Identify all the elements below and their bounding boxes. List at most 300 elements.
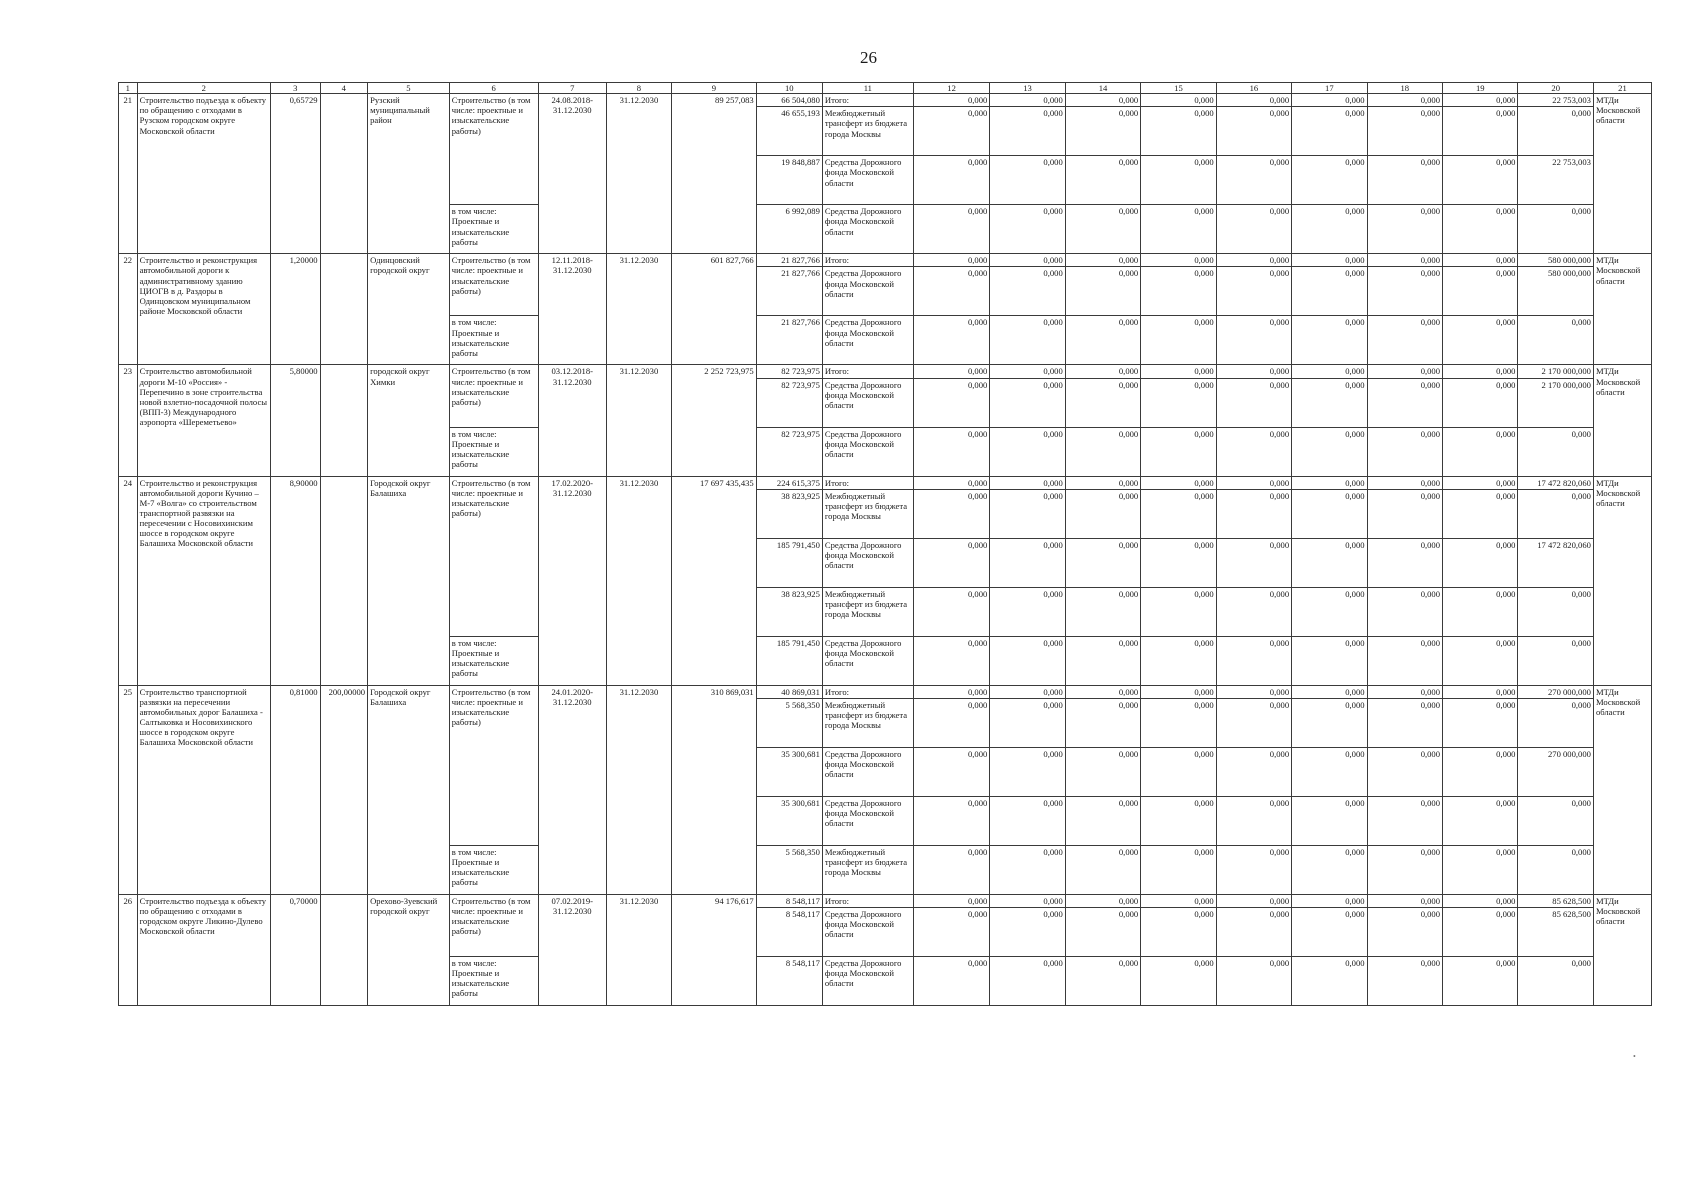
year-amount-cell: 0,000 (913, 254, 989, 267)
year-amount-cell: 0,000 (913, 685, 989, 698)
year-amount-cell: 0,000 (1141, 94, 1216, 107)
year-amount-cell: 0,000 (990, 956, 1065, 1005)
year-amount-cell: 0,000 (1141, 907, 1216, 956)
year-amount-cell: 0,000 (990, 107, 1065, 156)
year-amount-cell: 0,000 (1292, 907, 1367, 956)
year-amount-cell: 0,000 (1065, 254, 1140, 267)
year-amount-cell: 0,000 (1065, 378, 1140, 427)
amount-col20-cell: 0,000 (1518, 956, 1593, 1005)
capacity-cell (320, 894, 368, 1005)
year-amount-cell: 0,000 (1141, 365, 1216, 378)
column-number-15: 15 (1141, 83, 1216, 94)
year-amount-cell: 0,000 (1443, 267, 1518, 316)
year-amount-cell: 0,000 (990, 538, 1065, 587)
year-amount-cell: 0,000 (913, 365, 989, 378)
year-amount-cell: 0,000 (1065, 636, 1140, 685)
year-amount-cell: 0,000 (1216, 254, 1291, 267)
amount-total-cell: 185 791,450 (756, 636, 822, 685)
year-amount-cell: 0,000 (1216, 796, 1291, 845)
year-amount-cell: 0,000 (1443, 956, 1518, 1005)
year-amount-cell: 0,000 (1141, 685, 1216, 698)
year-amount-cell: 0,000 (1141, 956, 1216, 1005)
year-amount-cell: 0,000 (1367, 94, 1442, 107)
work-type-cell: Строительство (в том числе: проектные и изыскательские работы) (449, 685, 538, 845)
year-amount-cell: 0,000 (1292, 94, 1367, 107)
column-number-19: 19 (1443, 83, 1518, 94)
year-amount-cell: 0,000 (990, 685, 1065, 698)
year-amount-cell: 0,000 (1216, 107, 1291, 156)
year-amount-cell: 0,000 (1367, 796, 1442, 845)
year-amount-cell: 0,000 (1141, 698, 1216, 747)
year-amount-cell: 0,000 (1443, 845, 1518, 894)
year-amount-cell: 0,000 (1141, 316, 1216, 365)
customer-cell: МТДи Московской области (1593, 685, 1651, 894)
column-number-20: 20 (1518, 83, 1593, 94)
amount-total-cell: 82 723,975 (756, 365, 822, 378)
end-date-cell: 31.12.2030 (606, 685, 671, 894)
work-type-cell: Строительство (в том числе: проектные и изыскательские работы) (449, 476, 538, 636)
year-amount-cell: 0,000 (1443, 685, 1518, 698)
work-type-design-cell: в том числе: Проектные и изыскательские работы (449, 205, 538, 254)
year-amount-cell: 0,000 (1292, 685, 1367, 698)
page-number: 26 (860, 48, 877, 67)
year-amount-cell: 0,000 (1292, 378, 1367, 427)
year-amount-cell: 0,000 (1216, 636, 1291, 685)
period-cell: 03.12.2018-31.12.2030 (538, 365, 606, 476)
funding-source-cell: Межбюджетный трансферт из бюджета города Москвы (822, 107, 913, 156)
amount-col20-cell: 85 628,500 (1518, 894, 1593, 907)
funding-source-cell: Межбюджетный трансферт из бюджета города Москвы (822, 587, 913, 636)
amount-total-cell: 8 548,117 (756, 894, 822, 907)
year-amount-cell: 0,000 (1367, 747, 1442, 796)
year-amount-cell: 0,000 (1367, 107, 1442, 156)
year-amount-cell: 0,000 (1443, 747, 1518, 796)
year-amount-cell: 0,000 (1216, 365, 1291, 378)
table-row (119, 254, 1652, 267)
column-number-3: 3 (270, 83, 320, 94)
year-amount-cell: 0,000 (1216, 267, 1291, 316)
year-amount-cell: 0,000 (1292, 587, 1367, 636)
year-amount-cell: 0,000 (1292, 254, 1367, 267)
funding-source-cell: Итого: (822, 94, 913, 107)
year-amount-cell: 0,000 (1141, 205, 1216, 254)
year-amount-cell: 0,000 (1216, 205, 1291, 254)
end-date-cell: 31.12.2030 (606, 94, 671, 254)
year-amount-cell: 0,000 (1292, 747, 1367, 796)
scan-mark: • (1633, 1052, 1636, 1061)
year-amount-cell: 0,000 (1065, 267, 1140, 316)
amount-total-cell: 66 504,080 (756, 94, 822, 107)
capacity-cell (320, 365, 368, 476)
year-amount-cell: 0,000 (913, 747, 989, 796)
amount-col20-cell: 22 753,003 (1518, 94, 1593, 107)
year-amount-cell: 0,000 (1065, 845, 1140, 894)
customer-cell: МТДи Московской области (1593, 365, 1651, 476)
year-amount-cell: 0,000 (1216, 427, 1291, 476)
year-amount-cell: 0,000 (1443, 476, 1518, 489)
amount-col20-cell: 85 628,500 (1518, 907, 1593, 956)
work-type-cell: Строительство (в том числе: проектные и изыскательские работы) (449, 254, 538, 316)
year-amount-cell: 0,000 (1141, 156, 1216, 205)
column-number-14: 14 (1065, 83, 1140, 94)
year-amount-cell: 0,000 (1367, 698, 1442, 747)
amount-col20-cell: 0,000 (1518, 796, 1593, 845)
year-amount-cell: 0,000 (1367, 538, 1442, 587)
municipality-cell: Одинцовский городской округ (368, 254, 450, 365)
work-type-design-cell: в том числе: Проектные и изыскательские работы (449, 427, 538, 476)
funding-source-cell: Итого: (822, 894, 913, 907)
year-amount-cell: 0,000 (1216, 907, 1291, 956)
period-cell: 17.02.2020-31.12.2030 (538, 476, 606, 685)
amount-col20-cell: 0,000 (1518, 636, 1593, 685)
year-amount-cell: 0,000 (990, 427, 1065, 476)
year-amount-cell: 0,000 (1367, 636, 1442, 685)
year-amount-cell: 0,000 (1216, 845, 1291, 894)
year-amount-cell: 0,000 (1367, 956, 1442, 1005)
year-amount-cell: 0,000 (913, 796, 989, 845)
table-row (119, 94, 1652, 107)
cost-cell: 94 176,617 (671, 894, 756, 1005)
year-amount-cell: 0,000 (1443, 378, 1518, 427)
year-amount-cell: 0,000 (913, 845, 989, 894)
row-number-cell: 24 (119, 476, 138, 685)
year-amount-cell: 0,000 (1292, 489, 1367, 538)
amount-col20-cell: 22 753,003 (1518, 156, 1593, 205)
year-amount-cell: 0,000 (1443, 205, 1518, 254)
year-amount-cell: 0,000 (1141, 254, 1216, 267)
work-type-design-cell: в том числе: Проектные и изыскательские работы (449, 636, 538, 685)
work-type-design-cell: в том числе: Проектные и изыскательские работы (449, 845, 538, 894)
length-cell: 0,65729 (270, 94, 320, 254)
year-amount-cell: 0,000 (1367, 894, 1442, 907)
year-amount-cell: 0,000 (1141, 489, 1216, 538)
year-amount-cell: 0,000 (1216, 956, 1291, 1005)
year-amount-cell: 0,000 (1141, 378, 1216, 427)
funding-source-cell: Средства Дорожного фонда Московской области (822, 316, 913, 365)
year-amount-cell: 0,000 (913, 489, 989, 538)
amount-col20-cell: 17 472 820,060 (1518, 538, 1593, 587)
amount-col20-cell: 17 472 820,060 (1518, 476, 1593, 489)
amount-total-cell: 6 992,089 (756, 205, 822, 254)
object-name-cell: Строительство подъезда к объекту по обращению с отходами в городском округе Ликино-Дулево Московской области (137, 894, 270, 1005)
year-amount-cell: 0,000 (1367, 907, 1442, 956)
amount-total-cell: 35 300,681 (756, 747, 822, 796)
year-amount-cell: 0,000 (1065, 365, 1140, 378)
municipality-cell: Рузский муниципальный район (368, 94, 450, 254)
table-row (119, 894, 1652, 907)
funding-source-cell: Средства Дорожного фонда Московской области (822, 427, 913, 476)
work-type-cell: Строительство (в том числе: проектные и изыскательские работы) (449, 365, 538, 427)
funding-source-cell: Средства Дорожного фонда Московской области (822, 378, 913, 427)
object-name-cell: Строительство подъезда к объекту по обращению с отходами в Рузском городском округе Московской области (137, 94, 270, 254)
year-amount-cell: 0,000 (913, 476, 989, 489)
year-amount-cell: 0,000 (1443, 587, 1518, 636)
year-amount-cell: 0,000 (1292, 365, 1367, 378)
funding-source-cell: Средства Дорожного фонда Московской области (822, 907, 913, 956)
year-amount-cell: 0,000 (990, 365, 1065, 378)
table-row (119, 685, 1652, 698)
year-amount-cell: 0,000 (1367, 378, 1442, 427)
work-type-cell: Строительство (в том числе: проектные и изыскательские работы) (449, 94, 538, 205)
year-amount-cell: 0,000 (1065, 894, 1140, 907)
cost-cell: 17 697 435,435 (671, 476, 756, 685)
year-amount-cell: 0,000 (913, 698, 989, 747)
amount-total-cell: 82 723,975 (756, 427, 822, 476)
object-name-cell: Строительство транспортной развязки на пересечении автомобильных дорог Балашиха - Салтыковка и Носовихинского шоссе в городском округе Балашиха Московской области (137, 685, 270, 894)
amount-total-cell: 185 791,450 (756, 538, 822, 587)
column-number-13: 13 (990, 83, 1065, 94)
amount-total-cell: 46 655,193 (756, 107, 822, 156)
column-number-5: 5 (368, 83, 450, 94)
municipality-cell: Городской округ Балашиха (368, 476, 450, 685)
year-amount-cell: 0,000 (913, 636, 989, 685)
year-amount-cell: 0,000 (1292, 894, 1367, 907)
length-cell: 0,81000 (270, 685, 320, 894)
amount-col20-cell: 0,000 (1518, 107, 1593, 156)
amount-total-cell: 21 827,766 (756, 254, 822, 267)
year-amount-cell: 0,000 (990, 907, 1065, 956)
table-row (119, 476, 1652, 489)
year-amount-cell: 0,000 (1065, 685, 1140, 698)
end-date-cell: 31.12.2030 (606, 894, 671, 1005)
table-row (119, 365, 1652, 378)
row-number-cell: 21 (119, 94, 138, 254)
column-number-6: 6 (449, 83, 538, 94)
amount-total-cell: 35 300,681 (756, 796, 822, 845)
period-cell: 12.11.2018-31.12.2030 (538, 254, 606, 365)
year-amount-cell: 0,000 (1216, 894, 1291, 907)
funding-source-cell: Средства Дорожного фонда Московской области (822, 267, 913, 316)
year-amount-cell: 0,000 (1065, 747, 1140, 796)
amount-total-cell: 5 568,350 (756, 698, 822, 747)
column-number-16: 16 (1216, 83, 1291, 94)
year-amount-cell: 0,000 (1367, 156, 1442, 205)
funding-source-cell: Средства Дорожного фонда Московской области (822, 156, 913, 205)
capacity-cell: 200,00000 (320, 685, 368, 894)
year-amount-cell: 0,000 (1065, 476, 1140, 489)
funding-source-cell: Межбюджетный трансферт из бюджета города Москвы (822, 845, 913, 894)
funding-source-cell: Межбюджетный трансферт из бюджета города Москвы (822, 489, 913, 538)
year-amount-cell: 0,000 (1367, 685, 1442, 698)
municipality-cell: городской округ Химки (368, 365, 450, 476)
column-number-2: 2 (137, 83, 270, 94)
year-amount-cell: 0,000 (1292, 956, 1367, 1005)
period-cell: 07.02.2019-31.12.2030 (538, 894, 606, 1005)
customer-cell: МТДи Московской области (1593, 94, 1651, 254)
year-amount-cell: 0,000 (1065, 956, 1140, 1005)
row-number-cell: 23 (119, 365, 138, 476)
year-amount-cell: 0,000 (1367, 316, 1442, 365)
amount-col20-cell: 2 170 000,000 (1518, 365, 1593, 378)
year-amount-cell: 0,000 (1065, 907, 1140, 956)
year-amount-cell: 0,000 (1065, 316, 1140, 365)
funding-source-cell: Средства Дорожного фонда Московской области (822, 747, 913, 796)
column-number-12: 12 (913, 83, 989, 94)
year-amount-cell: 0,000 (1216, 587, 1291, 636)
period-cell: 24.01.2020-31.12.2030 (538, 685, 606, 894)
year-amount-cell: 0,000 (990, 747, 1065, 796)
amount-total-cell: 21 827,766 (756, 267, 822, 316)
amount-total-cell: 82 723,975 (756, 378, 822, 427)
year-amount-cell: 0,000 (1367, 365, 1442, 378)
capacity-cell (320, 476, 368, 685)
amount-col20-cell: 580 000,000 (1518, 254, 1593, 267)
object-name-cell: Строительство и реконструкция автомобильной дороги Кучино – М-7 «Волга» со строительством транспортной развязки на пересечении с Носовихинским шоссе в городском округе Балашиха Московской области (137, 476, 270, 685)
year-amount-cell: 0,000 (1292, 698, 1367, 747)
column-number-row (119, 83, 1652, 94)
year-amount-cell: 0,000 (1141, 747, 1216, 796)
year-amount-cell: 0,000 (1443, 254, 1518, 267)
funding-source-cell: Итого: (822, 685, 913, 698)
funding-source-cell: Итого: (822, 476, 913, 489)
year-amount-cell: 0,000 (1292, 107, 1367, 156)
year-amount-cell: 0,000 (1292, 845, 1367, 894)
year-amount-cell: 0,000 (1216, 698, 1291, 747)
year-amount-cell: 0,000 (913, 107, 989, 156)
amount-total-cell: 38 823,925 (756, 587, 822, 636)
year-amount-cell: 0,000 (990, 698, 1065, 747)
year-amount-cell: 0,000 (1065, 156, 1140, 205)
amount-col20-cell: 2 170 000,000 (1518, 378, 1593, 427)
year-amount-cell: 0,000 (990, 316, 1065, 365)
cost-cell: 310 869,031 (671, 685, 756, 894)
object-name-cell: Строительство и реконструкция автомобильной дороги к административному зданию ЦИОГВ в д. Раздоры в Одинцовском муниципальном районе Московской области (137, 254, 270, 365)
amount-col20-cell: 270 000,000 (1518, 747, 1593, 796)
year-amount-cell: 0,000 (990, 156, 1065, 205)
year-amount-cell: 0,000 (990, 489, 1065, 538)
year-amount-cell: 0,000 (913, 316, 989, 365)
column-number-17: 17 (1292, 83, 1367, 94)
cost-cell: 601 827,766 (671, 254, 756, 365)
year-amount-cell: 0,000 (1216, 316, 1291, 365)
amount-col20-cell: 0,000 (1518, 427, 1593, 476)
year-amount-cell: 0,000 (1443, 907, 1518, 956)
column-number-7: 7 (538, 83, 606, 94)
year-amount-cell: 0,000 (1141, 427, 1216, 476)
year-amount-cell: 0,000 (1367, 254, 1442, 267)
amount-col20-cell: 270 000,000 (1518, 685, 1593, 698)
year-amount-cell: 0,000 (990, 378, 1065, 427)
year-amount-cell: 0,000 (1367, 267, 1442, 316)
year-amount-cell: 0,000 (1443, 94, 1518, 107)
year-amount-cell: 0,000 (1292, 476, 1367, 489)
period-cell: 24.08.2018-31.12.2030 (538, 94, 606, 254)
funding-source-cell: Средства Дорожного фонда Московской области (822, 956, 913, 1005)
year-amount-cell: 0,000 (1216, 685, 1291, 698)
year-amount-cell: 0,000 (1367, 587, 1442, 636)
year-amount-cell: 0,000 (1367, 489, 1442, 538)
year-amount-cell: 0,000 (1443, 636, 1518, 685)
year-amount-cell: 0,000 (1141, 845, 1216, 894)
amount-total-cell: 38 823,925 (756, 489, 822, 538)
year-amount-cell: 0,000 (1443, 427, 1518, 476)
year-amount-cell: 0,000 (990, 587, 1065, 636)
year-amount-cell: 0,000 (1367, 427, 1442, 476)
amount-col20-cell: 0,000 (1518, 698, 1593, 747)
year-amount-cell: 0,000 (990, 796, 1065, 845)
year-amount-cell: 0,000 (1216, 156, 1291, 205)
year-amount-cell: 0,000 (1443, 489, 1518, 538)
column-number-11: 11 (822, 83, 913, 94)
year-amount-cell: 0,000 (1292, 267, 1367, 316)
year-amount-cell: 0,000 (913, 907, 989, 956)
work-type-cell: Строительство (в том числе: проектные и изыскательские работы) (449, 894, 538, 956)
year-amount-cell: 0,000 (913, 94, 989, 107)
year-amount-cell: 0,000 (1065, 205, 1140, 254)
year-amount-cell: 0,000 (1141, 476, 1216, 489)
funding-source-cell: Средства Дорожного фонда Московской области (822, 205, 913, 254)
year-amount-cell: 0,000 (1216, 538, 1291, 587)
end-date-cell: 31.12.2030 (606, 254, 671, 365)
year-amount-cell: 0,000 (1065, 107, 1140, 156)
year-amount-cell: 0,000 (1292, 538, 1367, 587)
table-body (119, 94, 1652, 1006)
year-amount-cell: 0,000 (1292, 636, 1367, 685)
row-number-cell: 25 (119, 685, 138, 894)
funding-source-cell: Средства Дорожного фонда Московской области (822, 636, 913, 685)
amount-total-cell: 19 848,887 (756, 156, 822, 205)
column-number-1: 1 (119, 83, 138, 94)
object-name-cell: Строительство автомобильной дороги М-10 «Россия» - Перепечино в зоне строительства новой взлетно-посадочной полосы (ВПП-3) Международного аэропорта «Шереметьево» (137, 365, 270, 476)
year-amount-cell: 0,000 (1141, 107, 1216, 156)
row-number-cell: 26 (119, 894, 138, 1005)
year-amount-cell: 0,000 (1065, 698, 1140, 747)
column-number-10: 10 (756, 83, 822, 94)
amount-col20-cell: 0,000 (1518, 205, 1593, 254)
customer-cell: МТДи Московской области (1593, 476, 1651, 685)
length-cell: 5,80000 (270, 365, 320, 476)
year-amount-cell: 0,000 (913, 427, 989, 476)
year-amount-cell: 0,000 (913, 205, 989, 254)
amount-total-cell: 21 827,766 (756, 316, 822, 365)
length-cell: 0,70000 (270, 894, 320, 1005)
year-amount-cell: 0,000 (990, 267, 1065, 316)
year-amount-cell: 0,000 (1141, 587, 1216, 636)
year-amount-cell: 0,000 (1141, 894, 1216, 907)
year-amount-cell: 0,000 (1065, 538, 1140, 587)
amount-total-cell: 224 615,375 (756, 476, 822, 489)
funding-source-cell: Средства Дорожного фонда Московской области (822, 538, 913, 587)
year-amount-cell: 0,000 (1443, 316, 1518, 365)
amount-col20-cell: 0,000 (1518, 845, 1593, 894)
year-amount-cell: 0,000 (1292, 156, 1367, 205)
amount-total-cell: 8 548,117 (756, 956, 822, 1005)
year-amount-cell: 0,000 (990, 845, 1065, 894)
customer-cell: МТДи Московской области (1593, 254, 1651, 365)
length-cell: 1,20000 (270, 254, 320, 365)
program-table (118, 82, 1652, 1006)
year-amount-cell: 0,000 (913, 156, 989, 205)
end-date-cell: 31.12.2030 (606, 365, 671, 476)
year-amount-cell: 0,000 (1292, 427, 1367, 476)
length-cell: 8,90000 (270, 476, 320, 685)
amount-total-cell: 5 568,350 (756, 845, 822, 894)
year-amount-cell: 0,000 (1292, 316, 1367, 365)
year-amount-cell: 0,000 (1292, 796, 1367, 845)
year-amount-cell: 0,000 (913, 587, 989, 636)
column-number-21: 21 (1593, 83, 1651, 94)
year-amount-cell: 0,000 (1443, 698, 1518, 747)
year-amount-cell: 0,000 (1216, 476, 1291, 489)
capacity-cell (320, 94, 368, 254)
year-amount-cell: 0,000 (913, 267, 989, 316)
year-amount-cell: 0,000 (1367, 205, 1442, 254)
year-amount-cell: 0,000 (1065, 796, 1140, 845)
year-amount-cell: 0,000 (1443, 894, 1518, 907)
row-number-cell: 22 (119, 254, 138, 365)
year-amount-cell: 0,000 (1216, 378, 1291, 427)
amount-col20-cell: 580 000,000 (1518, 267, 1593, 316)
